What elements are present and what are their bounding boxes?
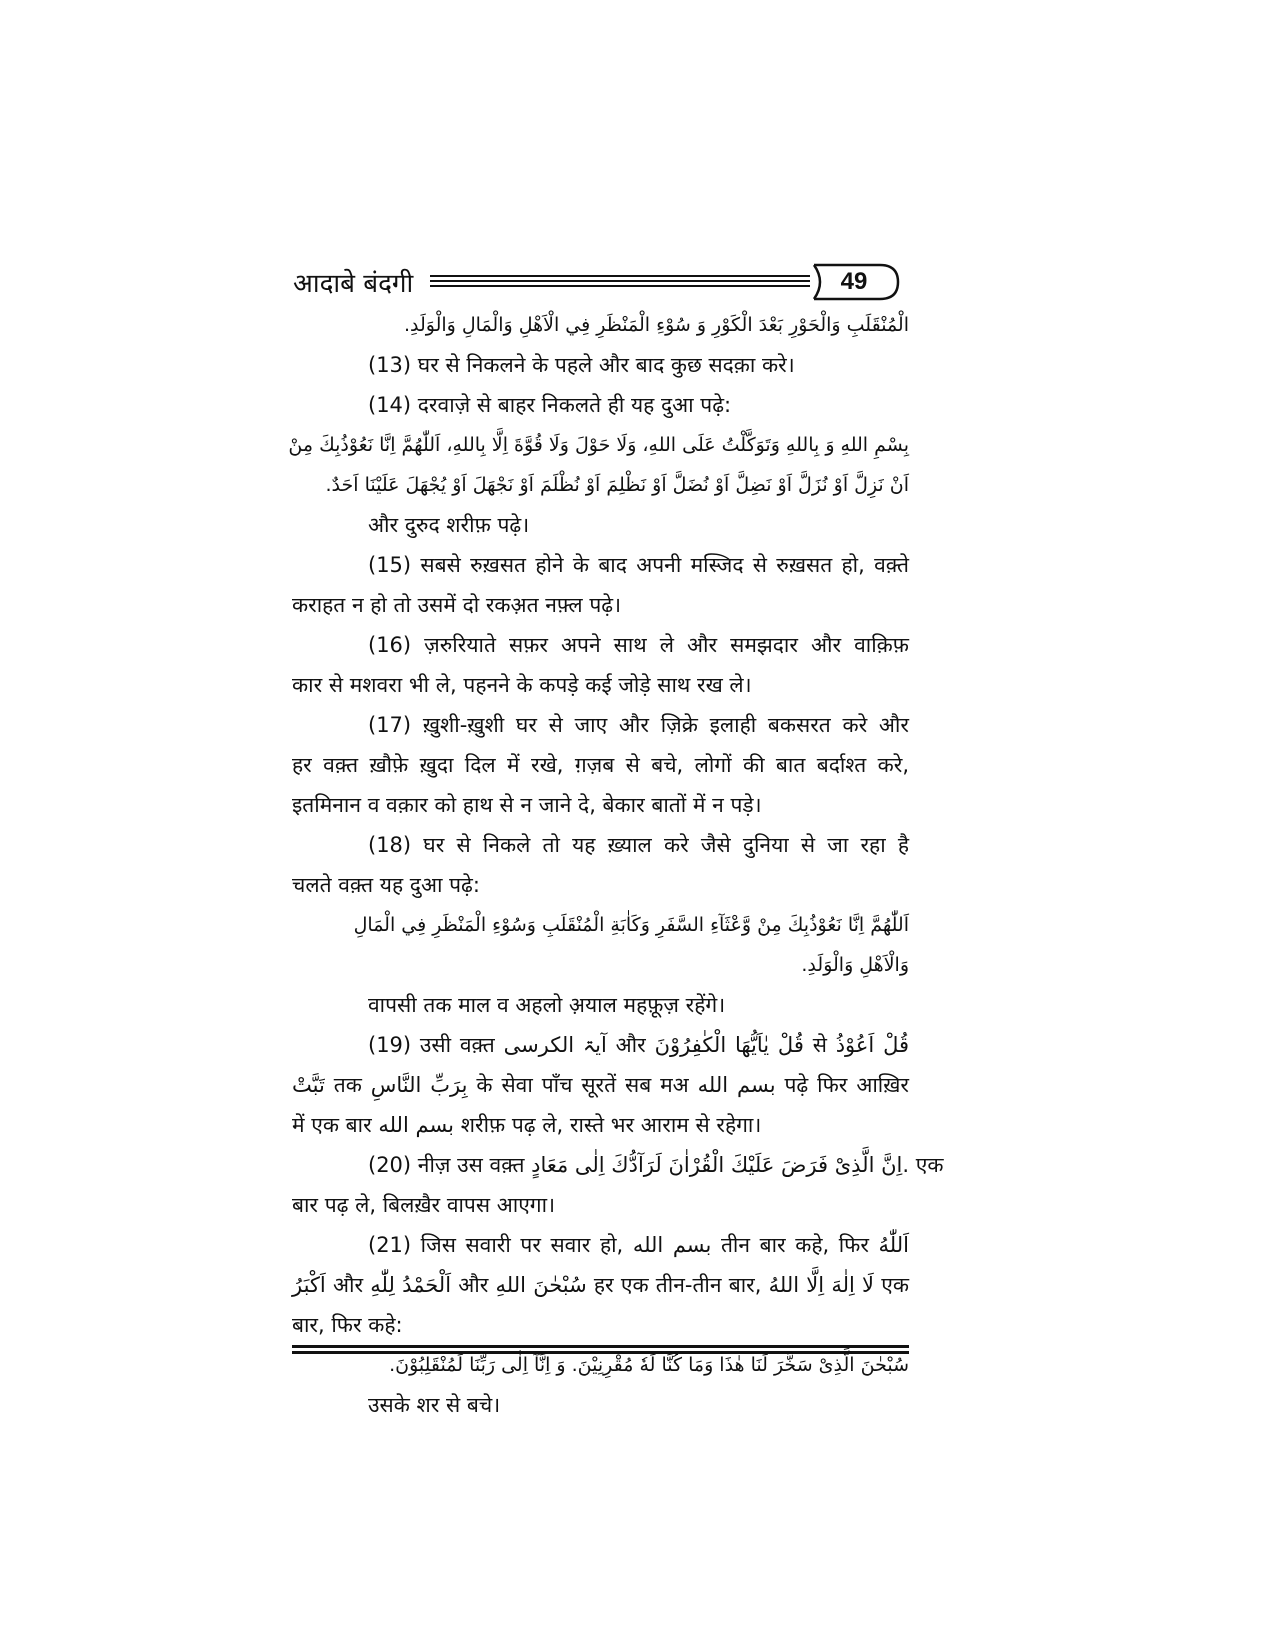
text-line: اَكْبَرُ और اَلْحَمْدُ لِلّٰهِ और سُبْحٰنَ اللهِ हर एक तीन-तीन बार, لَا اِلٰهَ اِلَّا اللهُ एक xyxy=(292,1273,909,1297)
text-line: (13) घर से निकलने के पहले और बाद कुछ सदक़ा करे। xyxy=(368,353,795,377)
text-line: कराहत न हो तो उसमें दो रकअ़त नफ़्ल पढ़े। xyxy=(292,593,622,617)
text-line: (15) सबसे रुख़सत होने के बाद अपनी मस्जिद से रुख़सत हो, वक़्ते xyxy=(368,553,909,577)
text-line: और दुरुद शरीफ़ पढ़े। xyxy=(368,513,530,537)
page-body-text xyxy=(288,305,944,1425)
arabic-dua-line: الْمُنْقَلَبِ وَالْحَوْرِ بَعْدَ الْكَوْرِ وَ سُوْءِ الْمَنْظَرِ فِي الْاَهْلِ وَالْمَالِ وَالْوَلَدِ. xyxy=(403,314,909,336)
text-line: उसके शर से बचे। xyxy=(368,1393,501,1417)
text-line: बार, फिर कहे: xyxy=(292,1313,403,1337)
text-line: (21) जिस सवारी पर सवार हो, بسم الله तीन बार कहे, फिर اَللّٰهُ xyxy=(368,1233,909,1257)
text-line: (20) नीज़ उस वक़्त اِنَّ الَّذِىْ فَرَضَ عَلَيْكَ الْقُرْاٰنَ لَرَآدُّكَ اِلٰى مَعَادٍ. एक xyxy=(368,1153,944,1177)
text-line: बार पढ़ ले, बिलख़ैर वापस आएगा। xyxy=(292,1193,556,1217)
arabic-dua-line: وَالْاَهْلِ وَالْوَلَدِ. xyxy=(801,954,909,976)
text-line: (17) ख़ुशी-ख़ुशी घर से जाए और ज़िक्रे इलाही बकसरत करे और xyxy=(368,713,909,737)
arabic-dua-line: اَنْ نَزِلَّ اَوْ نُزَلَّ اَوْ نَضِلَّ اَوْ نُضَلَّ اَوْ نَظْلِمَ اَوْ نُظْلَمَ اَوْ نَجْهَلَ اَوْ يُجْهَلَ عَلَيْنَا اَحَدٌ. xyxy=(325,474,909,496)
text-line: कार से मशवरा भी ले, पहनने के कपड़े कई जोड़े साथ रख ले। xyxy=(292,673,752,697)
footer-rule xyxy=(292,1345,909,1357)
text-line: (18) घर से निकले तो यह ख़्याल करे जैसे दुनिया से जा रहा है xyxy=(368,833,909,857)
text-line: تَبَّتْ तक بِرَبِّ النَّاسِ के सेवा पाँच सूरतें सब मअ بسم الله पढ़े फिर आख़िर xyxy=(292,1073,909,1097)
running-header-title: आदाबे बंदगी xyxy=(293,269,414,299)
text-line: हर वक़्त ख़ौफ़े ख़ुदा दिल में रखे, ग़ज़ब से बचे, लोगों की बात बर्दाश्त करे, xyxy=(292,753,909,777)
page-number-badge xyxy=(810,264,900,300)
header-rule xyxy=(430,275,810,295)
arabic-dua-line: بِسْمِ اللهِ وَ بِاللهِ وَتَوَكَّلْتُ عَلَى اللهِ، وَلَا حَوْلَ وَلَا قُوَّةَ اِلَّا بِاللهِ، اَللّٰهُمَّ اِنَّا نَعُوْذُبِكَ مِنْ xyxy=(288,434,909,456)
text-line: में एक बार بسم الله शरीफ़ पढ़ ले, रास्ते भर आराम से रहेगा। xyxy=(292,1113,762,1137)
arabic-dua-line: اَللّٰهُمَّ اِنَّا نَعُوْذُبِكَ مِنْ وَّعْثَآءِ السَّفَرِ وَكَاٰبَةِ الْمُنْقَلَبِ وَسُوْءِ الْمَنْظَرِ فِي الْمَالِ xyxy=(353,914,909,936)
text-line: वापसी तक माल व अहलो अ़याल महफ़ूज़ रहेंगे। xyxy=(368,993,726,1017)
text-line: (14) दरवाज़े से बाहर निकलते ही यह दुआ पढ़े: xyxy=(368,393,732,417)
text-line: चलते वक़्त यह दुआ पढ़े: xyxy=(292,873,480,897)
arabic-dua-line: سُبْحٰنَ الَّذِىْ سَخَّرَ لَنَا هٰذَا وَمَا كُنَّا لَهٗ مُقْرِنِيْنَ. وَ اِنَّآ اِلٰى رَبِّنَا لَمُنْقَلِبُوْنَ. xyxy=(389,1354,909,1376)
page-number: 49 xyxy=(840,268,868,295)
text-line: (19) उसी वक़्त آیۃ الکرسی और قُلْ يٰاَيُّهَا الْكٰفِرُوْنَ से قُلْ اَعُوْذُ xyxy=(368,1033,910,1057)
text-line: (16) ज़रुरियाते सफ़र अपने साथ ले और समझदार और वाक़िफ़ xyxy=(368,633,909,657)
text-line: इतमिनान व वक़ार को हाथ से न जाने दे, बेकार बातों में न पड़े। xyxy=(292,793,762,817)
